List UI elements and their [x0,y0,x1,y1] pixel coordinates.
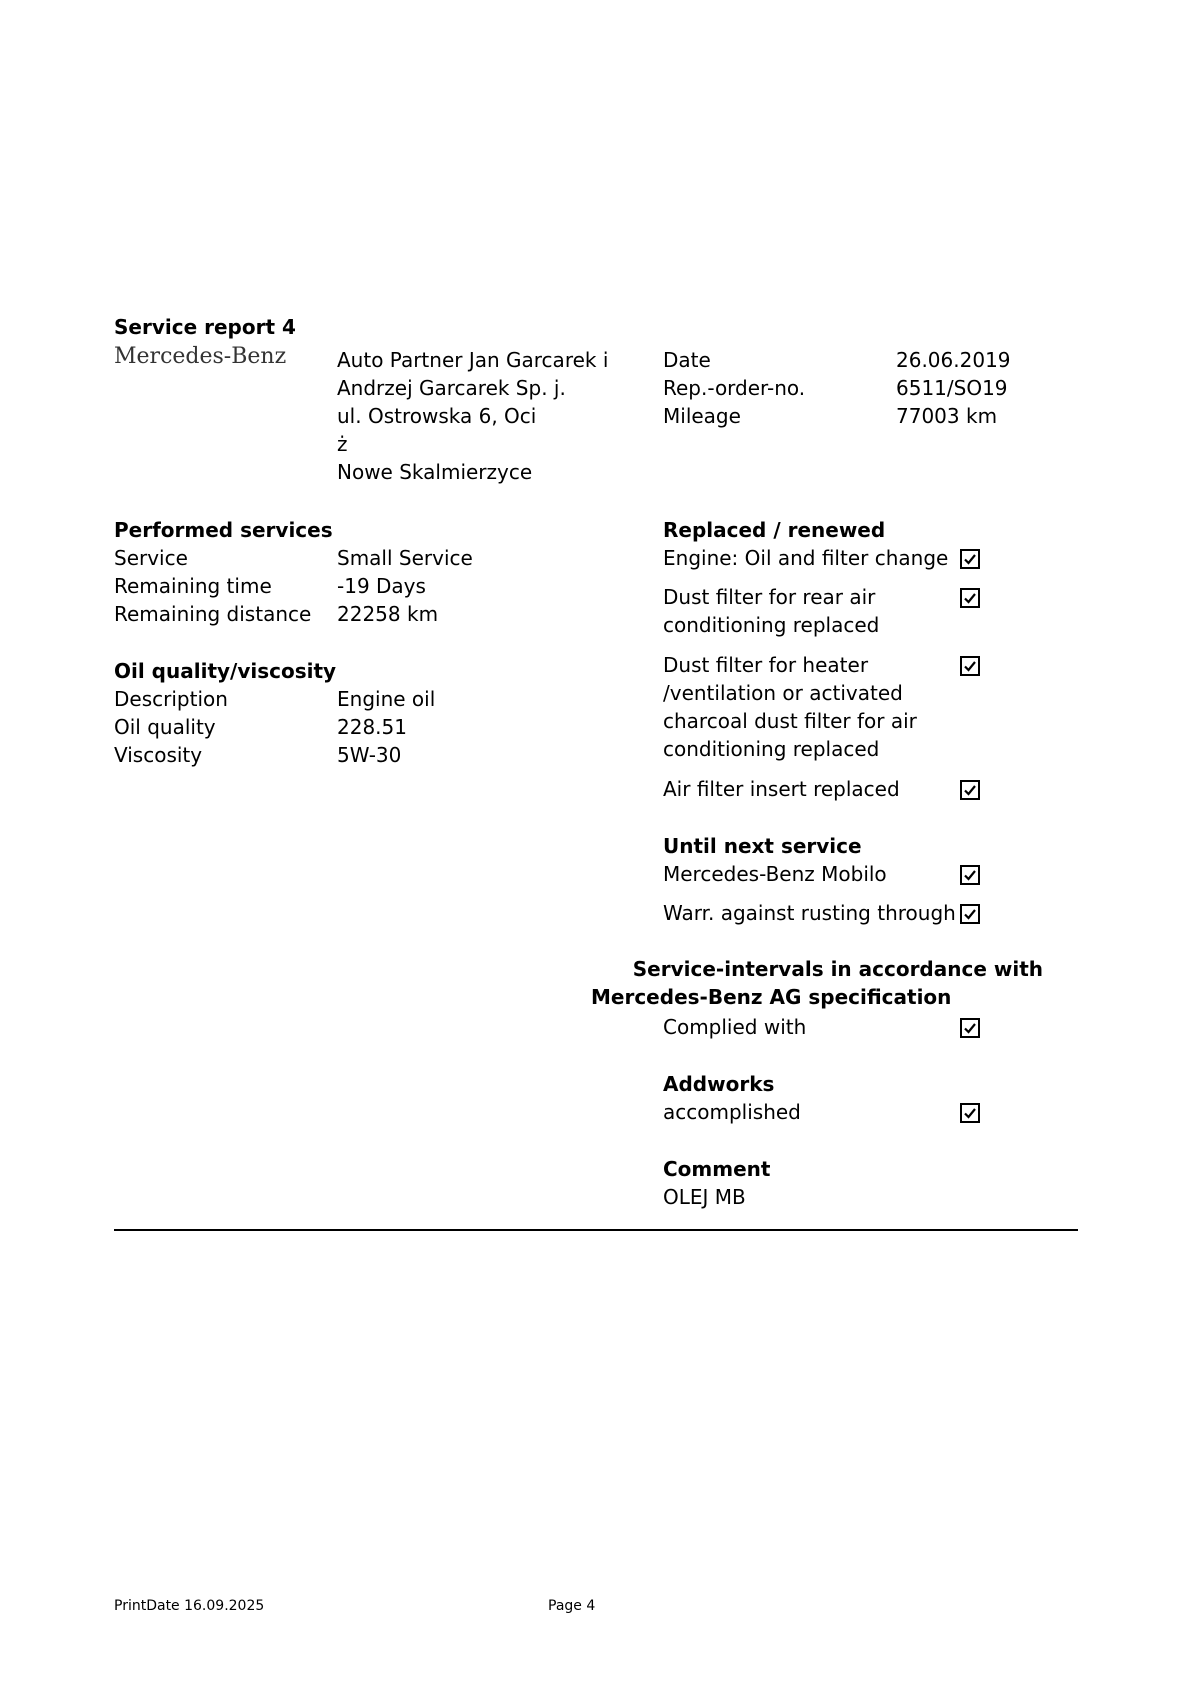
remaining-distance-label: Remaining distance [114,602,312,626]
comment-heading: Comment [663,1157,771,1181]
mileage-label: Mileage [663,404,741,428]
checkbox-checked-icon [960,588,980,608]
checkbox-checked-icon [960,904,980,924]
divider [114,1229,1078,1231]
order-value: 6511/SO19 [896,376,1008,400]
service-value: Small Service [337,546,473,570]
remaining-time-label: Remaining time [114,574,272,598]
next-service-item-label: Warr. against rusting through [663,901,956,925]
service-label: Service [114,546,188,570]
dealer-line: ul. Ostrowska 6, Oci [337,404,537,428]
oil-description-value: Engine oil [337,687,436,711]
dealer-line: Nowe Skalmierzyce [337,460,533,484]
checkbox-checked-icon [960,865,980,885]
checkbox-checked-icon [960,780,980,800]
print-date: PrintDate 16.09.2025 [114,1598,265,1614]
replaced-heading: Replaced / renewed [663,518,886,542]
dealer-line: ż [337,432,348,456]
dealer-line: Andrzej Garcarek Sp. j. [337,376,566,400]
comment-text: OLEJ MB [663,1185,746,1209]
page-number: Page 4 [548,1598,596,1614]
date-value: 26.06.2019 [896,348,1011,372]
next-service-item-label: Mercedes-Benz Mobilo [663,862,887,886]
oil-quality-value: 228.51 [337,715,407,739]
dealer-line: Auto Partner Jan Garcarek i [337,348,609,372]
report-title-clip [114,306,414,339]
checkbox-checked-icon [960,656,980,676]
viscosity-value: 5W-30 [337,743,402,767]
intervals-heading-line: Mercedes-Benz AG specification [591,985,952,1009]
performed-heading: Performed services [114,518,333,542]
checkbox-checked-icon [960,549,980,569]
order-label: Rep.-order-no. [663,376,806,400]
replaced-item-label: conditioning replaced [663,613,880,637]
replaced-item-label: Dust filter for heater [663,653,869,677]
intervals-item-label: Complied with [663,1015,807,1039]
intervals-heading-line: Service-intervals in accordance with [632,957,1043,981]
mileage-value: 77003 km [896,404,998,428]
intervals-heading-clip [591,955,1043,1013]
oil-description-label: Description [114,687,228,711]
replaced-item-label: conditioning replaced [663,737,880,761]
next-service-heading: Until next service [663,834,862,858]
replaced-item-label: Engine: Oil and filter change [663,546,949,570]
replaced-item-label: Air filter insert replaced [663,777,900,801]
replaced-item-label: charcoal dust filter for air [663,709,917,733]
addworks-heading: Addworks [663,1072,775,1096]
brand-logo: Mercedes-Benz [114,344,287,369]
addworks-item-label: accomplished [663,1100,801,1124]
viscosity-label: Viscosity [114,743,203,767]
checkbox-checked-icon [960,1103,980,1123]
oil-quality-label: Oil quality [114,715,216,739]
checkbox-checked-icon [960,1018,980,1038]
remaining-time-value: -19 Days [337,574,426,598]
remaining-distance-value: 22258 km [337,602,439,626]
replaced-item-label: Dust filter for rear air [663,585,876,609]
report-title: Service report 4 [114,315,296,339]
replaced-item-label: /ventilation or activated [663,681,903,705]
oil-heading: Oil quality/viscosity [114,659,337,683]
date-label: Date [663,348,711,372]
